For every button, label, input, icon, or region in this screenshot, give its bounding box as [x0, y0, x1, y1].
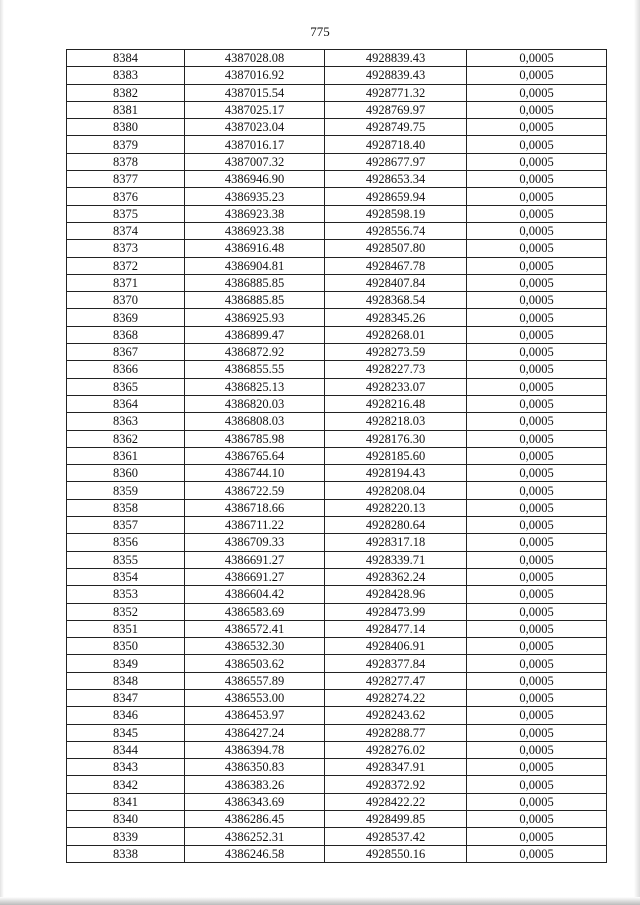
- accuracy-cell: 0,0005: [467, 534, 607, 551]
- x-coordinate-cell: 4386872.92: [185, 344, 325, 361]
- x-coordinate-cell: 4386383.26: [185, 776, 325, 793]
- table-row: [67, 84, 607, 101]
- y-coordinate-cell: 4928277.47: [325, 672, 467, 689]
- accuracy-cell: 0,0005: [467, 707, 607, 724]
- accuracy-cell: 0,0005: [467, 257, 607, 274]
- accuracy-cell: 0,0005: [467, 395, 607, 412]
- point-number-cell: 8347: [67, 689, 185, 706]
- point-number-cell: 8362: [67, 430, 185, 447]
- x-coordinate-cell: 4386904.81: [185, 257, 325, 274]
- y-coordinate-cell: 4928467.78: [325, 257, 467, 274]
- x-coordinate-cell: 4386916.48: [185, 240, 325, 257]
- point-number-cell: 8384: [67, 50, 185, 67]
- point-number-cell: 8350: [67, 638, 185, 655]
- accuracy-cell: 0,0005: [467, 84, 607, 101]
- x-coordinate-cell: 4386709.33: [185, 534, 325, 551]
- accuracy-cell: 0,0005: [467, 413, 607, 430]
- x-coordinate-cell: 4386820.03: [185, 395, 325, 412]
- y-coordinate-cell: 4928317.18: [325, 534, 467, 551]
- accuracy-cell: 0,0005: [467, 309, 607, 326]
- table-row: [67, 413, 607, 430]
- x-coordinate-cell: 4386899.47: [185, 326, 325, 343]
- table-row: [67, 326, 607, 343]
- table-row: [67, 499, 607, 516]
- y-coordinate-cell: 4928499.85: [325, 811, 467, 828]
- accuracy-cell: 0,0005: [467, 551, 607, 568]
- accuracy-cell: 0,0005: [467, 793, 607, 810]
- x-coordinate-cell: 4386691.27: [185, 568, 325, 585]
- table-row: [67, 586, 607, 603]
- point-number-cell: 8348: [67, 672, 185, 689]
- x-coordinate-cell: 4386744.10: [185, 465, 325, 482]
- accuracy-cell: 0,0005: [467, 828, 607, 845]
- accuracy-cell: 0,0005: [467, 67, 607, 84]
- point-number-cell: 8382: [67, 84, 185, 101]
- x-coordinate-cell: 4386572.41: [185, 620, 325, 637]
- accuracy-cell: 0,0005: [467, 430, 607, 447]
- coordinates-table: [66, 49, 607, 863]
- accuracy-cell: 0,0005: [467, 845, 607, 862]
- table-row: [67, 568, 607, 585]
- x-coordinate-cell: 4386923.38: [185, 222, 325, 239]
- table-row: [67, 724, 607, 741]
- table-row: [67, 811, 607, 828]
- table-row: [67, 292, 607, 309]
- accuracy-cell: 0,0005: [467, 759, 607, 776]
- y-coordinate-cell: 4928176.30: [325, 430, 467, 447]
- y-coordinate-cell: 4928243.62: [325, 707, 467, 724]
- y-coordinate-cell: 4928537.42: [325, 828, 467, 845]
- x-coordinate-cell: 4386532.30: [185, 638, 325, 655]
- point-number-cell: 8354: [67, 568, 185, 585]
- point-number-cell: 8380: [67, 119, 185, 136]
- point-number-cell: 8346: [67, 707, 185, 724]
- point-number-cell: 8364: [67, 395, 185, 412]
- x-coordinate-cell: 4386553.00: [185, 689, 325, 706]
- table-row: [67, 119, 607, 136]
- y-coordinate-cell: 4928233.07: [325, 378, 467, 395]
- x-coordinate-cell: 4386855.55: [185, 361, 325, 378]
- y-coordinate-cell: 4928185.60: [325, 447, 467, 464]
- accuracy-cell: 0,0005: [467, 499, 607, 516]
- x-coordinate-cell: 4386503.62: [185, 655, 325, 672]
- x-coordinate-cell: 4386935.23: [185, 188, 325, 205]
- x-coordinate-cell: 4387015.54: [185, 84, 325, 101]
- x-coordinate-cell: 4386808.03: [185, 413, 325, 430]
- table-row: [67, 101, 607, 118]
- table-row: [67, 309, 607, 326]
- accuracy-cell: 0,0005: [467, 326, 607, 343]
- accuracy-cell: 0,0005: [467, 620, 607, 637]
- table-row: [67, 361, 607, 378]
- coordinates-table-body: [67, 50, 607, 863]
- point-number-cell: 8339: [67, 828, 185, 845]
- y-coordinate-cell: 4928280.64: [325, 517, 467, 534]
- table-row: [67, 344, 607, 361]
- x-coordinate-cell: 4386925.93: [185, 309, 325, 326]
- point-number-cell: 8358: [67, 499, 185, 516]
- x-coordinate-cell: 4387016.17: [185, 136, 325, 153]
- accuracy-cell: 0,0005: [467, 188, 607, 205]
- accuracy-cell: 0,0005: [467, 776, 607, 793]
- table-row: [67, 222, 607, 239]
- accuracy-cell: 0,0005: [467, 638, 607, 655]
- point-number-cell: 8363: [67, 413, 185, 430]
- accuracy-cell: 0,0005: [467, 655, 607, 672]
- x-coordinate-cell: 4386343.69: [185, 793, 325, 810]
- point-number-cell: 8357: [67, 517, 185, 534]
- table-row: [67, 534, 607, 551]
- x-coordinate-cell: 4386286.45: [185, 811, 325, 828]
- x-coordinate-cell: 4387007.32: [185, 153, 325, 170]
- table-row: [67, 136, 607, 153]
- table-row: [67, 482, 607, 499]
- y-coordinate-cell: 4928220.13: [325, 499, 467, 516]
- point-number-cell: 8338: [67, 845, 185, 862]
- point-number-cell: 8344: [67, 741, 185, 758]
- x-coordinate-cell: 4386885.85: [185, 292, 325, 309]
- table-row: [67, 793, 607, 810]
- point-number-cell: 8383: [67, 67, 185, 84]
- table-row: [67, 257, 607, 274]
- point-number-cell: 8343: [67, 759, 185, 776]
- x-coordinate-cell: 4386350.83: [185, 759, 325, 776]
- point-number-cell: 8356: [67, 534, 185, 551]
- x-coordinate-cell: 4386785.98: [185, 430, 325, 447]
- accuracy-cell: 0,0005: [467, 568, 607, 585]
- accuracy-cell: 0,0005: [467, 361, 607, 378]
- accuracy-cell: 0,0005: [467, 482, 607, 499]
- x-coordinate-cell: 4386453.97: [185, 707, 325, 724]
- y-coordinate-cell: 4928345.26: [325, 309, 467, 326]
- point-number-cell: 8381: [67, 101, 185, 118]
- table-row: [67, 707, 607, 724]
- point-number-cell: 8341: [67, 793, 185, 810]
- table-row: [67, 655, 607, 672]
- accuracy-cell: 0,0005: [467, 136, 607, 153]
- y-coordinate-cell: 4928208.04: [325, 482, 467, 499]
- x-coordinate-cell: 4386923.38: [185, 205, 325, 222]
- y-coordinate-cell: 4928406.91: [325, 638, 467, 655]
- y-coordinate-cell: 4928407.84: [325, 274, 467, 291]
- x-coordinate-cell: 4386718.66: [185, 499, 325, 516]
- table-row: [67, 395, 607, 412]
- y-coordinate-cell: 4928339.71: [325, 551, 467, 568]
- scan-edge-left: [0, 0, 4, 905]
- table-row: [67, 188, 607, 205]
- table-row: [67, 672, 607, 689]
- y-coordinate-cell: 4928288.77: [325, 724, 467, 741]
- y-coordinate-cell: 4928718.40: [325, 136, 467, 153]
- y-coordinate-cell: 4928377.84: [325, 655, 467, 672]
- accuracy-cell: 0,0005: [467, 672, 607, 689]
- y-coordinate-cell: 4928839.43: [325, 50, 467, 67]
- point-number-cell: 8340: [67, 811, 185, 828]
- y-coordinate-cell: 4928653.34: [325, 171, 467, 188]
- y-coordinate-cell: 4928227.73: [325, 361, 467, 378]
- accuracy-cell: 0,0005: [467, 689, 607, 706]
- accuracy-cell: 0,0005: [467, 205, 607, 222]
- x-coordinate-cell: 4386252.31: [185, 828, 325, 845]
- table-row: [67, 447, 607, 464]
- y-coordinate-cell: 4928507.80: [325, 240, 467, 257]
- point-number-cell: 8370: [67, 292, 185, 309]
- accuracy-cell: 0,0005: [467, 586, 607, 603]
- y-coordinate-cell: 4928276.02: [325, 741, 467, 758]
- y-coordinate-cell: 4928477.14: [325, 620, 467, 637]
- accuracy-cell: 0,0005: [467, 724, 607, 741]
- table-row: [67, 517, 607, 534]
- accuracy-cell: 0,0005: [467, 447, 607, 464]
- table-row: [67, 50, 607, 67]
- table-row: [67, 465, 607, 482]
- point-number-cell: 8379: [67, 136, 185, 153]
- y-coordinate-cell: 4928771.32: [325, 84, 467, 101]
- y-coordinate-cell: 4928556.74: [325, 222, 467, 239]
- table-row: [67, 689, 607, 706]
- x-coordinate-cell: 4386765.64: [185, 447, 325, 464]
- x-coordinate-cell: 4386825.13: [185, 378, 325, 395]
- accuracy-cell: 0,0005: [467, 811, 607, 828]
- point-number-cell: 8365: [67, 378, 185, 395]
- x-coordinate-cell: 4386711.22: [185, 517, 325, 534]
- x-coordinate-cell: 4386583.69: [185, 603, 325, 620]
- accuracy-cell: 0,0005: [467, 222, 607, 239]
- y-coordinate-cell: 4928368.54: [325, 292, 467, 309]
- accuracy-cell: 0,0005: [467, 517, 607, 534]
- table-row: [67, 759, 607, 776]
- point-number-cell: 8373: [67, 240, 185, 257]
- table-row: [67, 638, 607, 655]
- table-row: [67, 205, 607, 222]
- table-row: [67, 551, 607, 568]
- y-coordinate-cell: 4928268.01: [325, 326, 467, 343]
- table-row: [67, 620, 607, 637]
- point-number-cell: 8369: [67, 309, 185, 326]
- table-row: [67, 828, 607, 845]
- point-number-cell: 8374: [67, 222, 185, 239]
- x-coordinate-cell: 4387016.92: [185, 67, 325, 84]
- table-row: [67, 274, 607, 291]
- accuracy-cell: 0,0005: [467, 101, 607, 118]
- y-coordinate-cell: 4928347.91: [325, 759, 467, 776]
- x-coordinate-cell: 4386722.59: [185, 482, 325, 499]
- x-coordinate-cell: 4386427.24: [185, 724, 325, 741]
- y-coordinate-cell: 4928372.92: [325, 776, 467, 793]
- y-coordinate-cell: 4928218.03: [325, 413, 467, 430]
- point-number-cell: 8353: [67, 586, 185, 603]
- y-coordinate-cell: 4928839.43: [325, 67, 467, 84]
- point-number-cell: 8349: [67, 655, 185, 672]
- x-coordinate-cell: 4386946.90: [185, 171, 325, 188]
- point-number-cell: 8368: [67, 326, 185, 343]
- y-coordinate-cell: 4928422.22: [325, 793, 467, 810]
- x-coordinate-cell: 4386885.85: [185, 274, 325, 291]
- point-number-cell: 8352: [67, 603, 185, 620]
- accuracy-cell: 0,0005: [467, 274, 607, 291]
- y-coordinate-cell: 4928749.75: [325, 119, 467, 136]
- point-number-cell: 8345: [67, 724, 185, 741]
- x-coordinate-cell: 4386394.78: [185, 741, 325, 758]
- point-number-cell: 8351: [67, 620, 185, 637]
- point-number-cell: 8375: [67, 205, 185, 222]
- point-number-cell: 8376: [67, 188, 185, 205]
- table-row: [67, 741, 607, 758]
- y-coordinate-cell: 4928769.97: [325, 101, 467, 118]
- table-row: [67, 845, 607, 862]
- point-number-cell: 8342: [67, 776, 185, 793]
- y-coordinate-cell: 4928274.22: [325, 689, 467, 706]
- y-coordinate-cell: 4928659.94: [325, 188, 467, 205]
- x-coordinate-cell: 4386557.89: [185, 672, 325, 689]
- point-number-cell: 8378: [67, 153, 185, 170]
- y-coordinate-cell: 4928677.97: [325, 153, 467, 170]
- point-number-cell: 8366: [67, 361, 185, 378]
- accuracy-cell: 0,0005: [467, 240, 607, 257]
- table-row: [67, 67, 607, 84]
- point-number-cell: 8377: [67, 171, 185, 188]
- accuracy-cell: 0,0005: [467, 50, 607, 67]
- y-coordinate-cell: 4928362.24: [325, 568, 467, 585]
- x-coordinate-cell: 4387025.17: [185, 101, 325, 118]
- y-coordinate-cell: 4928428.96: [325, 586, 467, 603]
- accuracy-cell: 0,0005: [467, 153, 607, 170]
- x-coordinate-cell: 4386691.27: [185, 551, 325, 568]
- y-coordinate-cell: 4928550.16: [325, 845, 467, 862]
- point-number-cell: 8371: [67, 274, 185, 291]
- x-coordinate-cell: 4387028.08: [185, 50, 325, 67]
- accuracy-cell: 0,0005: [467, 292, 607, 309]
- table-row: [67, 171, 607, 188]
- point-number-cell: 8372: [67, 257, 185, 274]
- accuracy-cell: 0,0005: [467, 603, 607, 620]
- y-coordinate-cell: 4928273.59: [325, 344, 467, 361]
- y-coordinate-cell: 4928473.99: [325, 603, 467, 620]
- x-coordinate-cell: 4386604.42: [185, 586, 325, 603]
- accuracy-cell: 0,0005: [467, 344, 607, 361]
- y-coordinate-cell: 4928216.48: [325, 395, 467, 412]
- accuracy-cell: 0,0005: [467, 378, 607, 395]
- point-number-cell: 8360: [67, 465, 185, 482]
- point-number-cell: 8355: [67, 551, 185, 568]
- table-row: [67, 378, 607, 395]
- y-coordinate-cell: 4928194.43: [325, 465, 467, 482]
- table-row: [67, 603, 607, 620]
- point-number-cell: 8361: [67, 447, 185, 464]
- accuracy-cell: 0,0005: [467, 119, 607, 136]
- page-number: 775: [310, 24, 330, 39]
- scan-edge-bottom: [0, 897, 640, 905]
- accuracy-cell: 0,0005: [467, 465, 607, 482]
- point-number-cell: 8367: [67, 344, 185, 361]
- table-row: [67, 153, 607, 170]
- scan-edge-right: [634, 0, 640, 905]
- table-row: [67, 776, 607, 793]
- accuracy-cell: 0,0005: [467, 171, 607, 188]
- y-coordinate-cell: 4928598.19: [325, 205, 467, 222]
- x-coordinate-cell: 4387023.04: [185, 119, 325, 136]
- table-row: [67, 430, 607, 447]
- x-coordinate-cell: 4386246.58: [185, 845, 325, 862]
- table-row: [67, 240, 607, 257]
- accuracy-cell: 0,0005: [467, 741, 607, 758]
- point-number-cell: 8359: [67, 482, 185, 499]
